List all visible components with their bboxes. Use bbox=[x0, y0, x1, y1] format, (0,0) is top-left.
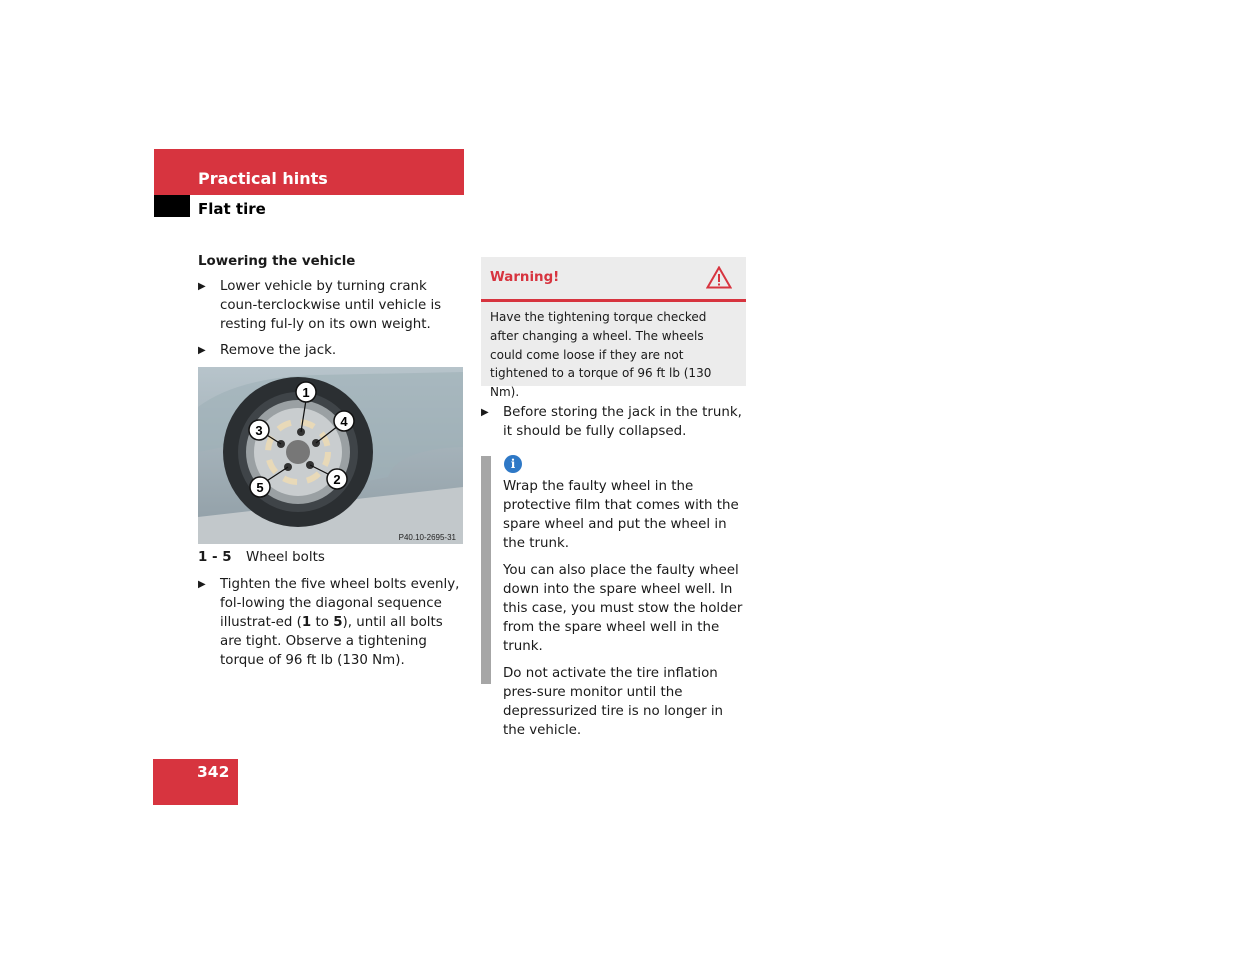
figure-legend bbox=[198, 548, 468, 567]
instruction-text: Lower vehicle by turning crank coun-terclockwise until vehicle is resting ful-ly on its own weight. bbox=[220, 279, 442, 332]
lowering-heading: Lowering the vehicle bbox=[198, 254, 356, 269]
bullet-arrow-icon: ▶ bbox=[198, 345, 206, 356]
instruction-remove-jack bbox=[198, 341, 468, 360]
instruction-text: Remove the jack. bbox=[220, 343, 337, 358]
instruction-text: Tighten the five wheel bolts evenly, fol-lowing the diagonal sequence illustrat-ed (1 to 5), until all bolts are tight. Observe a tightening torque of 96 ft lb (130 Nm). bbox=[220, 577, 460, 668]
page-number: 342 bbox=[197, 763, 230, 781]
warning-text: Have the tightening torque checked after changing a wheel. The wheels could come loose if they are not tightened to a torque of 96 ft lb (130 Nm). bbox=[490, 310, 712, 400]
page-number-tab bbox=[153, 759, 238, 805]
warning-triangle-icon bbox=[706, 266, 732, 289]
legend-value: Wheel bolts bbox=[246, 550, 325, 565]
wheel-illustration-image bbox=[198, 367, 463, 544]
instruction-text: Before storing the jack in the trunk, it should be fully collapsed. bbox=[503, 405, 742, 439]
marker-4: 4 bbox=[340, 414, 348, 429]
info-paragraph: Do not activate the tire inflation pres-sure monitor until the depressurized tire is no longer in the vehicle. bbox=[503, 666, 724, 738]
marker-3: 3 bbox=[255, 423, 263, 438]
subsection-title: Flat tire bbox=[198, 200, 266, 218]
subsection-marker bbox=[154, 195, 190, 217]
info-paragraph: You can also place the faulty wheel down into the spare wheel well. In this case, you must stow the holder from the spare wheel well in the trunk. bbox=[503, 563, 743, 654]
right-column bbox=[481, 403, 746, 448]
bullet-arrow-icon: ▶ bbox=[198, 579, 206, 590]
instruction-tighten-bolts bbox=[198, 575, 468, 670]
info-paragraph: Wrap the faulty wheel in the protective film that comes with the spare wheel and put the wheel in the trunk. bbox=[503, 479, 739, 551]
warning-box bbox=[481, 257, 746, 400]
info-sidebar bbox=[481, 456, 491, 684]
info-text bbox=[503, 477, 748, 748]
marker-2: 2 bbox=[333, 472, 341, 487]
info-note bbox=[481, 456, 746, 738]
warning-header bbox=[481, 257, 746, 302]
wheel-bolts-illustration bbox=[198, 367, 463, 544]
instruction-store-jack bbox=[481, 403, 746, 441]
bullet-arrow-icon: ▶ bbox=[481, 407, 489, 418]
section-title: Practical hints bbox=[198, 169, 328, 188]
figure-code: P40.10-2695-31 bbox=[398, 533, 456, 542]
marker-5: 5 bbox=[256, 480, 264, 495]
bullet-arrow-icon: ▶ bbox=[198, 281, 206, 292]
marker-1: 1 bbox=[302, 385, 310, 400]
left-column bbox=[198, 252, 468, 677]
legend-key: 1 - 5 bbox=[198, 550, 232, 565]
instruction-lower-vehicle bbox=[198, 277, 468, 334]
info-icon: i bbox=[504, 455, 522, 473]
warning-title: Warning! bbox=[490, 270, 560, 285]
